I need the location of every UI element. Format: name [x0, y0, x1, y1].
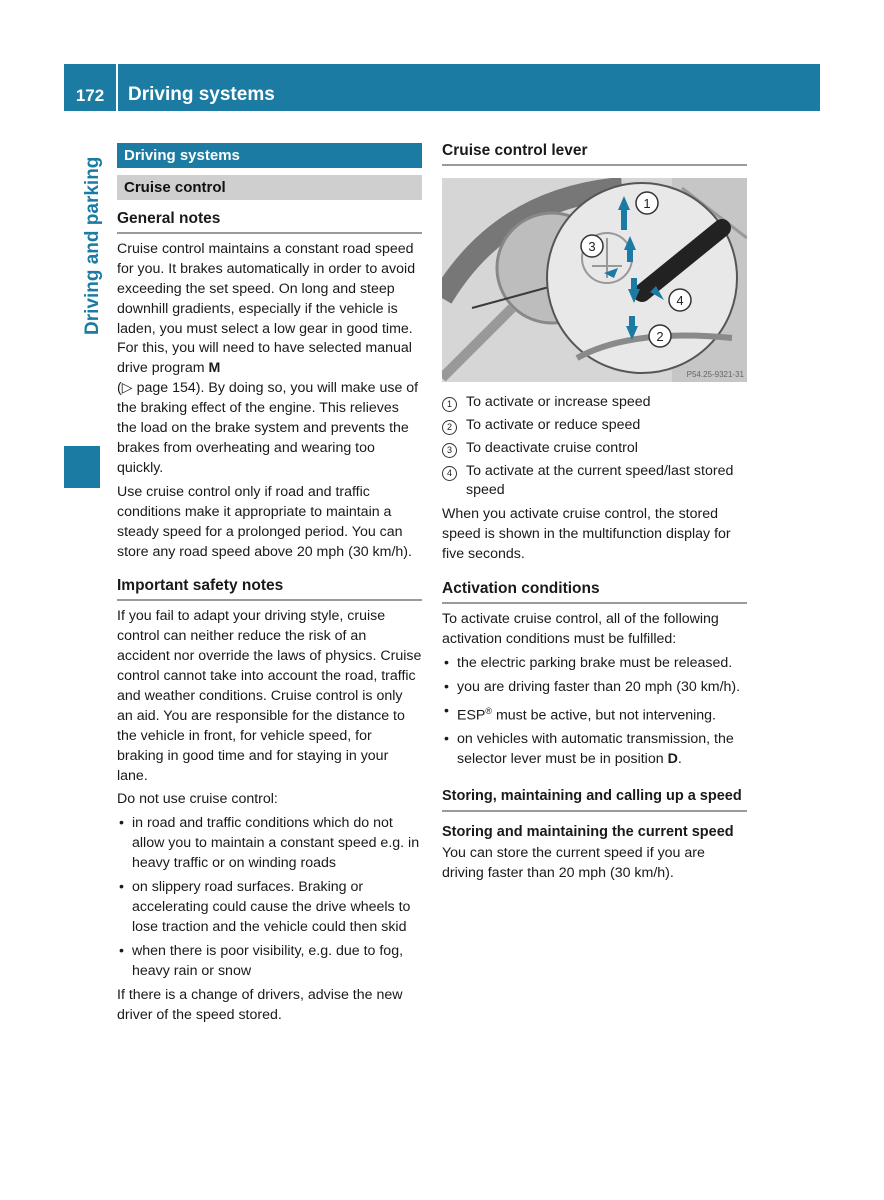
safety-paragraph-2: Do not use cruise control:	[117, 791, 278, 808]
general-notes-paragraph-1: Cruise control maintains a constant road speed for you. It brakes automatically in order to avoid exceeding the set speed. On long and steep downhill gradients, especially if the vehicle is laden, you must select a low gear in good time. For this, you will need to have selected manual drive program M (▷ page 154). By doing so, you will make use of the braking effect of the engine. This relieves the load on the brake system and prevents the brakes from overheating and wearing too quickly.	[117, 240, 419, 476]
header-divider	[116, 64, 118, 111]
lever-heading: Cruise control lever	[442, 141, 747, 166]
activation-heading: Activation conditions	[442, 579, 747, 604]
safety-bullet-list	[117, 814, 422, 981]
list-item: 1 To activate or increase speed	[442, 393, 747, 413]
list-item: 2 To activate or reduce speed	[442, 416, 747, 436]
list-item: • in road and traffic conditions which do not allow you to maintain a constant speed e.g. in heavy traffic or on winding roads	[119, 815, 420, 872]
general-notes-paragraph-2: Use cruise control only if road and traffic conditions make it appropriate to maintain a steady speed for a prolonged period. You can store any road speed above 20 mph (30 km/h).	[117, 483, 412, 560]
cruise-control-lever-figure	[442, 178, 747, 382]
page-title: Driving systems	[128, 84, 275, 105]
page-header	[64, 64, 820, 111]
lever-paragraph: When you activate cruise control, the stored speed is shown in the multifunction display for five seconds.	[442, 506, 731, 563]
general-notes-heading: General notes	[117, 209, 422, 234]
svg-text:2: 2	[656, 328, 664, 344]
safety-paragraph-3: If there is a change of drivers, advise the new driver of the speed stored.	[117, 986, 403, 1023]
page-number: 172	[75, 86, 105, 105]
list-item: • you are driving faster than 20 mph (30 km/h).	[444, 678, 741, 695]
safety-heading: Important safety notes	[117, 576, 422, 601]
list-item: • when there is poor visibility, e.g. due to fog, heavy rain or snow	[119, 942, 404, 979]
chapter-label: Driving and parking	[82, 156, 103, 335]
storing-subheading: Storing and maintaining the current speed	[442, 824, 734, 841]
list-item: • the electric parking brake must be released.	[444, 654, 733, 671]
svg-text:3: 3	[588, 238, 596, 254]
list-item: 4 To activate at the current speed/last stored speed	[442, 462, 747, 502]
svg-text:1: 1	[643, 195, 651, 211]
svg-text:4: 4	[676, 292, 684, 308]
safety-paragraph-1: If you fail to adapt your driving style, cruise control can neither reduce the risk of an accident nor override the laws of physics. Cruise control cannot take into account the road, traffic and weather conditions. Cruise control is only an aid. You are responsible for the distance to the vehicle in front, for vehicle speed, for braking in good time and for staying in your lane.	[117, 608, 422, 784]
lever-function-list	[442, 393, 747, 502]
list-item: • on slippery road surfaces. Braking or accelerating could cause the drive wheels to lose traction and the vehicle could then skid	[119, 879, 411, 935]
right-column	[442, 141, 747, 888]
activation-bullet-list	[442, 654, 747, 770]
storing-paragraph: You can store the current speed if you are driving faster than 20 mph (30 km/h).	[442, 845, 705, 881]
storing-heading: Storing, maintaining and calling up a speed	[442, 786, 747, 812]
list-item: • on vehicles with automatic transmission, the selector lever must be in position D.	[444, 731, 734, 768]
section-bar: Driving systems	[117, 143, 422, 168]
subsection-bar: Cruise control	[117, 175, 422, 200]
left-column	[117, 143, 422, 1029]
activation-paragraph: To activate cruise control, all of the following activation conditions must be fulfilled:	[442, 610, 719, 647]
list-item: 3 To deactivate cruise control	[442, 439, 747, 459]
figure-code: P54.25-9321-31	[686, 369, 744, 379]
list-item: • ESP® must be active, but not intervening.	[444, 702, 717, 724]
chapter-tab-marker	[64, 446, 100, 488]
